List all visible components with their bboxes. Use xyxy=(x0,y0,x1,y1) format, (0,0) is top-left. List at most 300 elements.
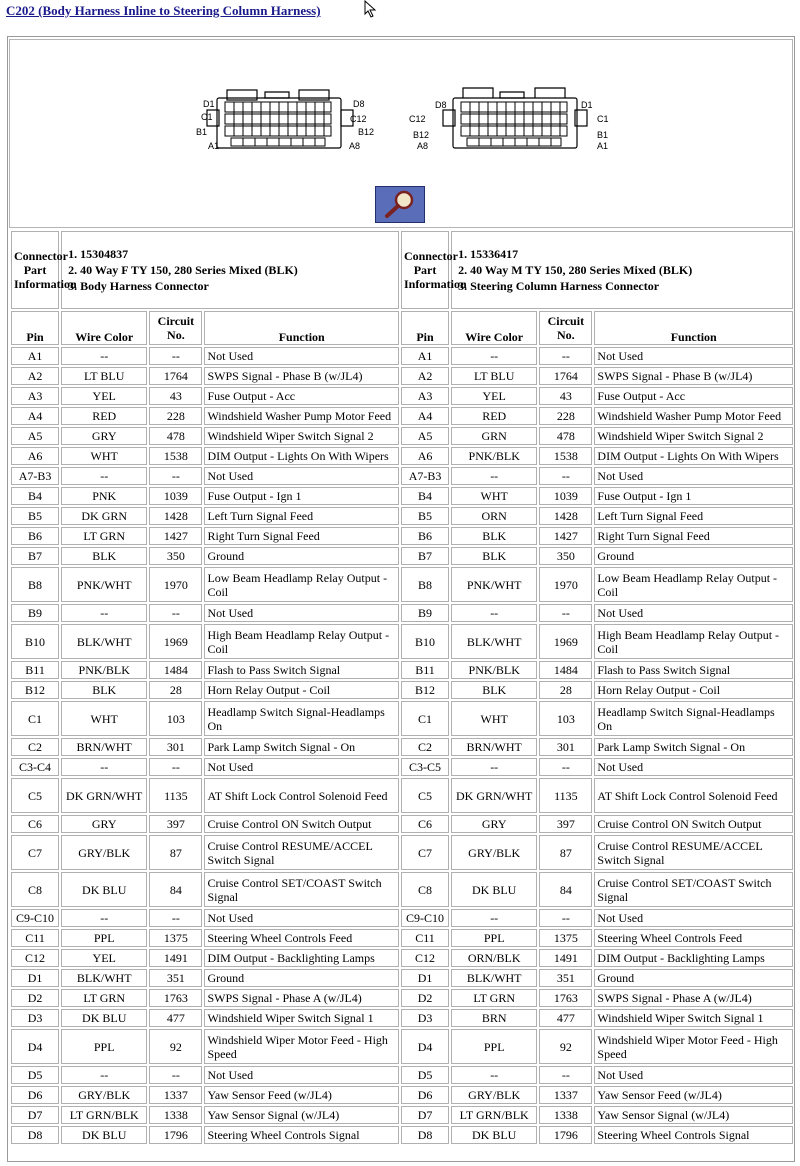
left-wire-color-cell: PNK/WHT xyxy=(61,567,147,602)
left-pin-cell: C1 xyxy=(11,701,59,736)
table-row xyxy=(11,909,793,927)
left-pin-cell: A7-B3 xyxy=(11,467,59,485)
table-row xyxy=(11,815,793,833)
right-circuit-number-cell: 1970 xyxy=(539,567,592,602)
right-function-cell: Fuse Output - Acc xyxy=(594,387,793,405)
left-wire-color-cell: WHT xyxy=(61,447,147,465)
right-wire-color-cell: BLK/WHT xyxy=(451,624,537,659)
right-part-desc: 2. 40 Way M TY 150, 280 Series Mixed (BLK) xyxy=(470,262,790,278)
right-function-cell: Ground xyxy=(594,969,793,987)
left-function-cell: Cruise Control RESUME/ACCEL Switch Signal xyxy=(204,835,399,870)
left-function-cell: Fuse Output - Ign 1 xyxy=(204,487,399,505)
left-function-cell: Not Used xyxy=(204,909,399,927)
right-function-cell: SWPS Signal - Phase B (w/JL4) xyxy=(594,367,793,385)
right-function-cell: Windshield Wiper Switch Signal 1 xyxy=(594,1009,793,1027)
left-function-cell: Headlamp Switch Signal-Headlamps On xyxy=(204,701,399,736)
left-pin-cell: C8 xyxy=(11,872,59,907)
left-circuit-number-cell: 1338 xyxy=(149,1106,202,1124)
left-pin-cell: C2 xyxy=(11,738,59,756)
table-row xyxy=(11,487,793,505)
right-function-cell: Not Used xyxy=(594,604,793,622)
left-circuit-number-cell: 1969 xyxy=(149,624,202,659)
table-row xyxy=(11,427,793,445)
left-circuit-number-cell: 1428 xyxy=(149,507,202,525)
left-pin-cell: B11 xyxy=(11,661,59,679)
left-wire-color-cell: PNK xyxy=(61,487,147,505)
left-pin-cell: D6 xyxy=(11,1086,59,1104)
right-circuit-number-cell: 87 xyxy=(539,835,592,870)
right-pin-cell: C8 xyxy=(401,872,449,907)
right-circuit-number-cell: -- xyxy=(539,604,592,622)
left-circuit-number-cell: 1970 xyxy=(149,567,202,602)
right-wire-color-cell: -- xyxy=(451,1066,537,1084)
left-label-a1: A1 xyxy=(208,141,220,151)
right-circuit-number-cell: 43 xyxy=(539,387,592,405)
right-function-cell: Not Used xyxy=(594,1066,793,1084)
right-circuit-number-cell: 1764 xyxy=(539,367,592,385)
right-circuit-number-cell: 92 xyxy=(539,1029,592,1064)
right-pin-cell: B7 xyxy=(401,547,449,565)
col-header-circuit: Circuit No. xyxy=(539,311,592,345)
right-function-cell: Steering Wheel Controls Signal xyxy=(594,1126,793,1144)
left-wire-color-cell: BLK xyxy=(61,681,147,699)
left-pin-cell: B8 xyxy=(11,567,59,602)
left-connector-drawing xyxy=(207,90,353,148)
right-pin-cell: A4 xyxy=(401,407,449,425)
right-pin-cell: C9-C10 xyxy=(401,909,449,927)
left-function-cell: Windshield Washer Pump Motor Feed xyxy=(204,407,399,425)
left-wire-color-cell: LT GRN/BLK xyxy=(61,1106,147,1124)
right-wire-color-cell: BLK/WHT xyxy=(451,969,537,987)
table-row xyxy=(11,661,793,679)
right-pin-cell: B11 xyxy=(401,661,449,679)
right-function-cell: Yaw Sensor Feed (w/JL4) xyxy=(594,1086,793,1104)
table-row xyxy=(11,758,793,776)
left-pin-cell: D1 xyxy=(11,969,59,987)
left-function-cell: Left Turn Signal Feed xyxy=(204,507,399,525)
table-row xyxy=(11,681,793,699)
right-circuit-number-cell: 397 xyxy=(539,815,592,833)
left-wire-color-cell: BLK/WHT xyxy=(61,624,147,659)
right-function-cell: DIM Output - Backlighting Lamps xyxy=(594,949,793,967)
right-pin-cell: D3 xyxy=(401,1009,449,1027)
left-circuit-number-cell: -- xyxy=(149,604,202,622)
right-circuit-number-cell: 477 xyxy=(539,1009,592,1027)
left-wire-color-cell: DK BLU xyxy=(61,1009,147,1027)
table-row xyxy=(11,567,793,602)
table-row xyxy=(11,547,793,565)
left-wire-color-cell: YEL xyxy=(61,387,147,405)
left-function-cell: DIM Output - Lights On With Wipers xyxy=(204,447,399,465)
left-circuit-number-cell: -- xyxy=(149,1066,202,1084)
table-row xyxy=(11,624,793,659)
left-wire-color-cell: -- xyxy=(61,467,147,485)
right-pin-cell: A5 xyxy=(401,427,449,445)
mouse-pointer-icon xyxy=(364,0,378,18)
left-circuit-number-cell: 1763 xyxy=(149,989,202,1007)
left-pin-cell: A5 xyxy=(11,427,59,445)
left-label-a8: A8 xyxy=(349,141,361,151)
left-pin-cell: A6 xyxy=(11,447,59,465)
left-pin-cell: A2 xyxy=(11,367,59,385)
left-pin-cell: B5 xyxy=(11,507,59,525)
right-wire-color-cell: WHT xyxy=(451,701,537,736)
left-function-cell: Windshield Wiper Switch Signal 1 xyxy=(204,1009,399,1027)
left-function-cell: SWPS Signal - Phase A (w/JL4) xyxy=(204,989,399,1007)
right-label-c1: C1 xyxy=(597,114,609,124)
left-pin-cell: B10 xyxy=(11,624,59,659)
left-circuit-number-cell: 84 xyxy=(149,872,202,907)
left-label-c12: C12 xyxy=(350,114,367,124)
right-pin-cell: C3-C5 xyxy=(401,758,449,776)
connector-info-label-right: Connector Part Information xyxy=(401,231,449,309)
right-circuit-number-cell: -- xyxy=(539,909,592,927)
table-row xyxy=(11,1126,793,1144)
left-wire-color-cell: YEL xyxy=(61,949,147,967)
right-pin-cell: D8 xyxy=(401,1126,449,1144)
right-wire-color-cell: DK GRN/WHT xyxy=(451,778,537,813)
left-circuit-number-cell: 103 xyxy=(149,701,202,736)
right-wire-color-cell: GRN xyxy=(451,427,537,445)
left-function-cell: Steering Wheel Controls Feed xyxy=(204,929,399,947)
right-wire-color-cell: LT GRN/BLK xyxy=(451,1106,537,1124)
right-circuit-number-cell: 1538 xyxy=(539,447,592,465)
left-pin-cell: A3 xyxy=(11,387,59,405)
left-wire-color-cell: DK GRN xyxy=(61,507,147,525)
left-circuit-number-cell: 87 xyxy=(149,835,202,870)
col-header-function: Function xyxy=(594,311,793,345)
left-wire-color-cell: GRY xyxy=(61,427,147,445)
right-part-name: 3. Steering Column Harness Connector xyxy=(470,278,790,294)
left-wire-color-cell: PPL xyxy=(61,1029,147,1064)
left-circuit-number-cell: 478 xyxy=(149,427,202,445)
left-wire-color-cell: -- xyxy=(61,604,147,622)
right-circuit-number-cell: 1338 xyxy=(539,1106,592,1124)
right-pin-cell: C7 xyxy=(401,835,449,870)
left-circuit-number-cell: 397 xyxy=(149,815,202,833)
column-header-row xyxy=(11,311,793,345)
right-pin-cell: B10 xyxy=(401,624,449,659)
table-row xyxy=(11,387,793,405)
right-function-cell: Windshield Wiper Motor Feed - High Speed xyxy=(594,1029,793,1064)
left-pin-cell: D7 xyxy=(11,1106,59,1124)
table-row xyxy=(11,527,793,545)
left-circuit-number-cell: 1375 xyxy=(149,929,202,947)
left-circuit-number-cell: 1764 xyxy=(149,367,202,385)
right-wire-color-cell: -- xyxy=(451,909,537,927)
left-function-cell: Low Beam Headlamp Relay Output - Coil xyxy=(204,567,399,602)
left-wire-color-cell: DK BLU xyxy=(61,872,147,907)
right-circuit-number-cell: 84 xyxy=(539,872,592,907)
right-function-cell: Cruise Control SET/COAST Switch Signal xyxy=(594,872,793,907)
left-wire-color-cell: WHT xyxy=(61,701,147,736)
connector-info-label-left: Connector Part Information xyxy=(11,231,59,309)
right-wire-color-cell: LT BLU xyxy=(451,367,537,385)
left-pin-cell: C12 xyxy=(11,949,59,967)
right-function-cell: Fuse Output - Ign 1 xyxy=(594,487,793,505)
table-row xyxy=(11,929,793,947)
right-connector-drawing xyxy=(443,88,587,148)
left-function-cell: Windshield Wiper Motor Feed - High Speed xyxy=(204,1029,399,1064)
table-row xyxy=(11,989,793,1007)
left-circuit-number-cell: 228 xyxy=(149,407,202,425)
left-function-cell: Not Used xyxy=(204,758,399,776)
left-circuit-number-cell: -- xyxy=(149,467,202,485)
left-label-b12: B12 xyxy=(358,127,375,137)
zoom-button[interactable] xyxy=(375,186,425,223)
right-function-cell: High Beam Headlamp Relay Output - Coil xyxy=(594,624,793,659)
left-part-number: 1. 15304837 xyxy=(80,246,396,262)
left-wire-color-cell: LT GRN xyxy=(61,989,147,1007)
right-wire-color-cell: DK BLU xyxy=(451,872,537,907)
left-wire-color-cell: GRY/BLK xyxy=(61,1086,147,1104)
left-circuit-number-cell: 1538 xyxy=(149,447,202,465)
left-pin-cell: D5 xyxy=(11,1066,59,1084)
page-title-link[interactable]: C202 (Body Harness Inline to Steering Column Harness) xyxy=(6,3,321,18)
left-circuit-number-cell: 1491 xyxy=(149,949,202,967)
right-pin-cell: B9 xyxy=(401,604,449,622)
left-pin-cell: D2 xyxy=(11,989,59,1007)
left-wire-color-cell: -- xyxy=(61,758,147,776)
left-pin-cell: A4 xyxy=(11,407,59,425)
left-function-cell: Not Used xyxy=(204,467,399,485)
connector-info-right xyxy=(451,231,793,309)
left-pin-cell: C11 xyxy=(11,929,59,947)
left-pin-cell: B4 xyxy=(11,487,59,505)
right-function-cell: Yaw Sensor Signal (w/JL4) xyxy=(594,1106,793,1124)
left-function-cell: Ground xyxy=(204,969,399,987)
right-function-cell: Not Used xyxy=(594,909,793,927)
left-pin-cell: C7 xyxy=(11,835,59,870)
right-circuit-number-cell: -- xyxy=(539,758,592,776)
right-pin-cell: C5 xyxy=(401,778,449,813)
right-circuit-number-cell: 103 xyxy=(539,701,592,736)
right-circuit-number-cell: 1763 xyxy=(539,989,592,1007)
left-wire-color-cell: GRY/BLK xyxy=(61,835,147,870)
left-circuit-number-cell: 1135 xyxy=(149,778,202,813)
right-pin-cell: C11 xyxy=(401,929,449,947)
right-pin-cell: A2 xyxy=(401,367,449,385)
left-function-cell: Yaw Sensor Signal (w/JL4) xyxy=(204,1106,399,1124)
right-pin-cell: D7 xyxy=(401,1106,449,1124)
right-wire-color-cell: PPL xyxy=(451,1029,537,1064)
right-label-a8: A8 xyxy=(417,141,429,151)
right-function-cell: Not Used xyxy=(594,758,793,776)
right-wire-color-cell: DK BLU xyxy=(451,1126,537,1144)
right-pin-cell: A6 xyxy=(401,447,449,465)
table-row xyxy=(11,1086,793,1104)
right-pin-cell: A7-B3 xyxy=(401,467,449,485)
left-function-cell: Horn Relay Output - Coil xyxy=(204,681,399,699)
left-circuit-number-cell: 351 xyxy=(149,969,202,987)
right-wire-color-cell: YEL xyxy=(451,387,537,405)
right-pin-cell: D5 xyxy=(401,1066,449,1084)
left-wire-color-cell: PNK/BLK xyxy=(61,661,147,679)
left-part-desc: 2. 40 Way F TY 150, 280 Series Mixed (BLK) xyxy=(80,262,396,278)
right-function-cell: Ground xyxy=(594,547,793,565)
right-circuit-number-cell: 478 xyxy=(539,427,592,445)
right-pin-cell: D2 xyxy=(401,989,449,1007)
left-function-cell: Windshield Wiper Switch Signal 2 xyxy=(204,427,399,445)
right-wire-color-cell: ORN xyxy=(451,507,537,525)
left-circuit-number-cell: 1427 xyxy=(149,527,202,545)
right-pin-cell: A1 xyxy=(401,347,449,365)
right-label-b1: B1 xyxy=(597,130,609,140)
left-wire-color-cell: BRN/WHT xyxy=(61,738,147,756)
table-row xyxy=(11,467,793,485)
left-pin-cell: C3-C4 xyxy=(11,758,59,776)
right-circuit-number-cell: 1337 xyxy=(539,1086,592,1104)
right-function-cell: SWPS Signal - Phase A (w/JL4) xyxy=(594,989,793,1007)
right-circuit-number-cell: -- xyxy=(539,347,592,365)
right-pin-cell: B4 xyxy=(401,487,449,505)
left-wire-color-cell: LT BLU xyxy=(61,367,147,385)
right-circuit-number-cell: 1491 xyxy=(539,949,592,967)
left-pin-cell: C9-C10 xyxy=(11,909,59,927)
left-function-cell: Fuse Output - Acc xyxy=(204,387,399,405)
col-header-function: Function xyxy=(204,311,399,345)
right-wire-color-cell: RED xyxy=(451,407,537,425)
right-pin-cell: A3 xyxy=(401,387,449,405)
left-function-cell: Cruise Control ON Switch Output xyxy=(204,815,399,833)
table-row xyxy=(11,1106,793,1124)
left-function-cell: Cruise Control SET/COAST Switch Signal xyxy=(204,872,399,907)
left-pin-cell: C5 xyxy=(11,778,59,813)
left-pin-cell: D3 xyxy=(11,1009,59,1027)
right-wire-color-cell: -- xyxy=(451,467,537,485)
left-pin-cell: D8 xyxy=(11,1126,59,1144)
right-function-cell: Headlamp Switch Signal-Headlamps On xyxy=(594,701,793,736)
left-circuit-number-cell: 1337 xyxy=(149,1086,202,1104)
left-circuit-number-cell: -- xyxy=(149,909,202,927)
col-header-pin: Pin xyxy=(401,311,449,345)
left-circuit-number-cell: 43 xyxy=(149,387,202,405)
table-row xyxy=(11,1066,793,1084)
table-row xyxy=(11,507,793,525)
left-wire-color-cell: RED xyxy=(61,407,147,425)
magnifier-icon xyxy=(376,187,424,222)
right-pin-cell: B12 xyxy=(401,681,449,699)
connector-info-left xyxy=(61,231,399,309)
right-circuit-number-cell: 28 xyxy=(539,681,592,699)
right-function-cell: Right Turn Signal Feed xyxy=(594,527,793,545)
right-pin-cell: D6 xyxy=(401,1086,449,1104)
right-function-cell: DIM Output - Lights On With Wipers xyxy=(594,447,793,465)
left-label-c1: C1 xyxy=(201,112,213,122)
left-circuit-number-cell: 477 xyxy=(149,1009,202,1027)
right-function-cell: Steering Wheel Controls Feed xyxy=(594,929,793,947)
left-pin-cell: B9 xyxy=(11,604,59,622)
right-function-cell: Left Turn Signal Feed xyxy=(594,507,793,525)
right-circuit-number-cell: -- xyxy=(539,1066,592,1084)
right-wire-color-cell: WHT xyxy=(451,487,537,505)
right-circuit-number-cell: 1796 xyxy=(539,1126,592,1144)
right-pin-cell: B6 xyxy=(401,527,449,545)
right-wire-color-cell: PNK/BLK xyxy=(451,661,537,679)
left-function-cell: Flash to Pass Switch Signal xyxy=(204,661,399,679)
connector-diagram xyxy=(195,82,615,158)
left-function-cell: Ground xyxy=(204,547,399,565)
left-pin-cell: B7 xyxy=(11,547,59,565)
left-function-cell: Not Used xyxy=(204,1066,399,1084)
right-function-cell: Flash to Pass Switch Signal xyxy=(594,661,793,679)
table-row xyxy=(11,835,793,870)
col-header-pin: Pin xyxy=(11,311,59,345)
right-function-cell: Cruise Control ON Switch Output xyxy=(594,815,793,833)
table-row xyxy=(11,949,793,967)
right-pin-cell: B5 xyxy=(401,507,449,525)
right-wire-color-cell: -- xyxy=(451,604,537,622)
left-pin-cell: D4 xyxy=(11,1029,59,1064)
right-circuit-number-cell: 1427 xyxy=(539,527,592,545)
right-wire-color-cell: BRN xyxy=(451,1009,537,1027)
right-function-cell: Not Used xyxy=(594,347,793,365)
right-pin-cell: B8 xyxy=(401,567,449,602)
left-circuit-number-cell: -- xyxy=(149,758,202,776)
right-wire-color-cell: -- xyxy=(451,347,537,365)
right-wire-color-cell: GRY xyxy=(451,815,537,833)
left-circuit-number-cell: -- xyxy=(149,347,202,365)
right-circuit-number-cell: -- xyxy=(539,467,592,485)
right-circuit-number-cell: 1375 xyxy=(539,929,592,947)
left-circuit-number-cell: 92 xyxy=(149,1029,202,1064)
left-function-cell: Not Used xyxy=(204,604,399,622)
right-wire-color-cell: GRY/BLK xyxy=(451,1086,537,1104)
right-function-cell: AT Shift Lock Control Solenoid Feed xyxy=(594,778,793,813)
left-label-b1: B1 xyxy=(196,127,208,137)
left-wire-color-cell: GRY xyxy=(61,815,147,833)
left-wire-color-cell: PPL xyxy=(61,929,147,947)
left-circuit-number-cell: 1039 xyxy=(149,487,202,505)
right-function-cell: Windshield Wiper Switch Signal 2 xyxy=(594,427,793,445)
right-function-cell: Park Lamp Switch Signal - On xyxy=(594,738,793,756)
right-wire-color-cell: ORN/BLK xyxy=(451,949,537,967)
table-row xyxy=(11,1029,793,1064)
right-wire-color-cell: BLK xyxy=(451,547,537,565)
left-wire-color-cell: -- xyxy=(61,347,147,365)
left-pin-cell: A1 xyxy=(11,347,59,365)
right-circuit-number-cell: 351 xyxy=(539,969,592,987)
right-function-cell: Cruise Control RESUME/ACCEL Switch Signal xyxy=(594,835,793,870)
left-function-cell: Steering Wheel Controls Signal xyxy=(204,1126,399,1144)
left-wire-color-cell: -- xyxy=(61,1066,147,1084)
right-pin-cell: C1 xyxy=(401,701,449,736)
right-wire-color-cell: PNK/BLK xyxy=(451,447,537,465)
right-label-b12: B12 xyxy=(413,130,430,140)
left-function-cell: Yaw Sensor Feed (w/JL4) xyxy=(204,1086,399,1104)
table-row xyxy=(11,872,793,907)
left-label-d1: D1 xyxy=(203,99,215,109)
left-wire-color-cell: -- xyxy=(61,909,147,927)
table-row xyxy=(11,367,793,385)
left-part-name: 3. Body Harness Connector xyxy=(80,278,396,294)
right-function-cell: Horn Relay Output - Coil xyxy=(594,681,793,699)
right-circuit-number-cell: 301 xyxy=(539,738,592,756)
right-circuit-number-cell: 350 xyxy=(539,547,592,565)
right-label-d8: D8 xyxy=(435,100,447,110)
right-wire-color-cell: -- xyxy=(451,758,537,776)
right-circuit-number-cell: 1484 xyxy=(539,661,592,679)
left-circuit-number-cell: 28 xyxy=(149,681,202,699)
right-wire-color-cell: PNK/WHT xyxy=(451,567,537,602)
col-header-circuit: Circuit No. xyxy=(149,311,202,345)
right-part-number: 1. 15336417 xyxy=(470,246,790,262)
right-pin-cell: C12 xyxy=(401,949,449,967)
left-function-cell: DIM Output - Backlighting Lamps xyxy=(204,949,399,967)
table-row xyxy=(11,1009,793,1027)
table-row xyxy=(11,407,793,425)
right-pin-cell: C2 xyxy=(401,738,449,756)
